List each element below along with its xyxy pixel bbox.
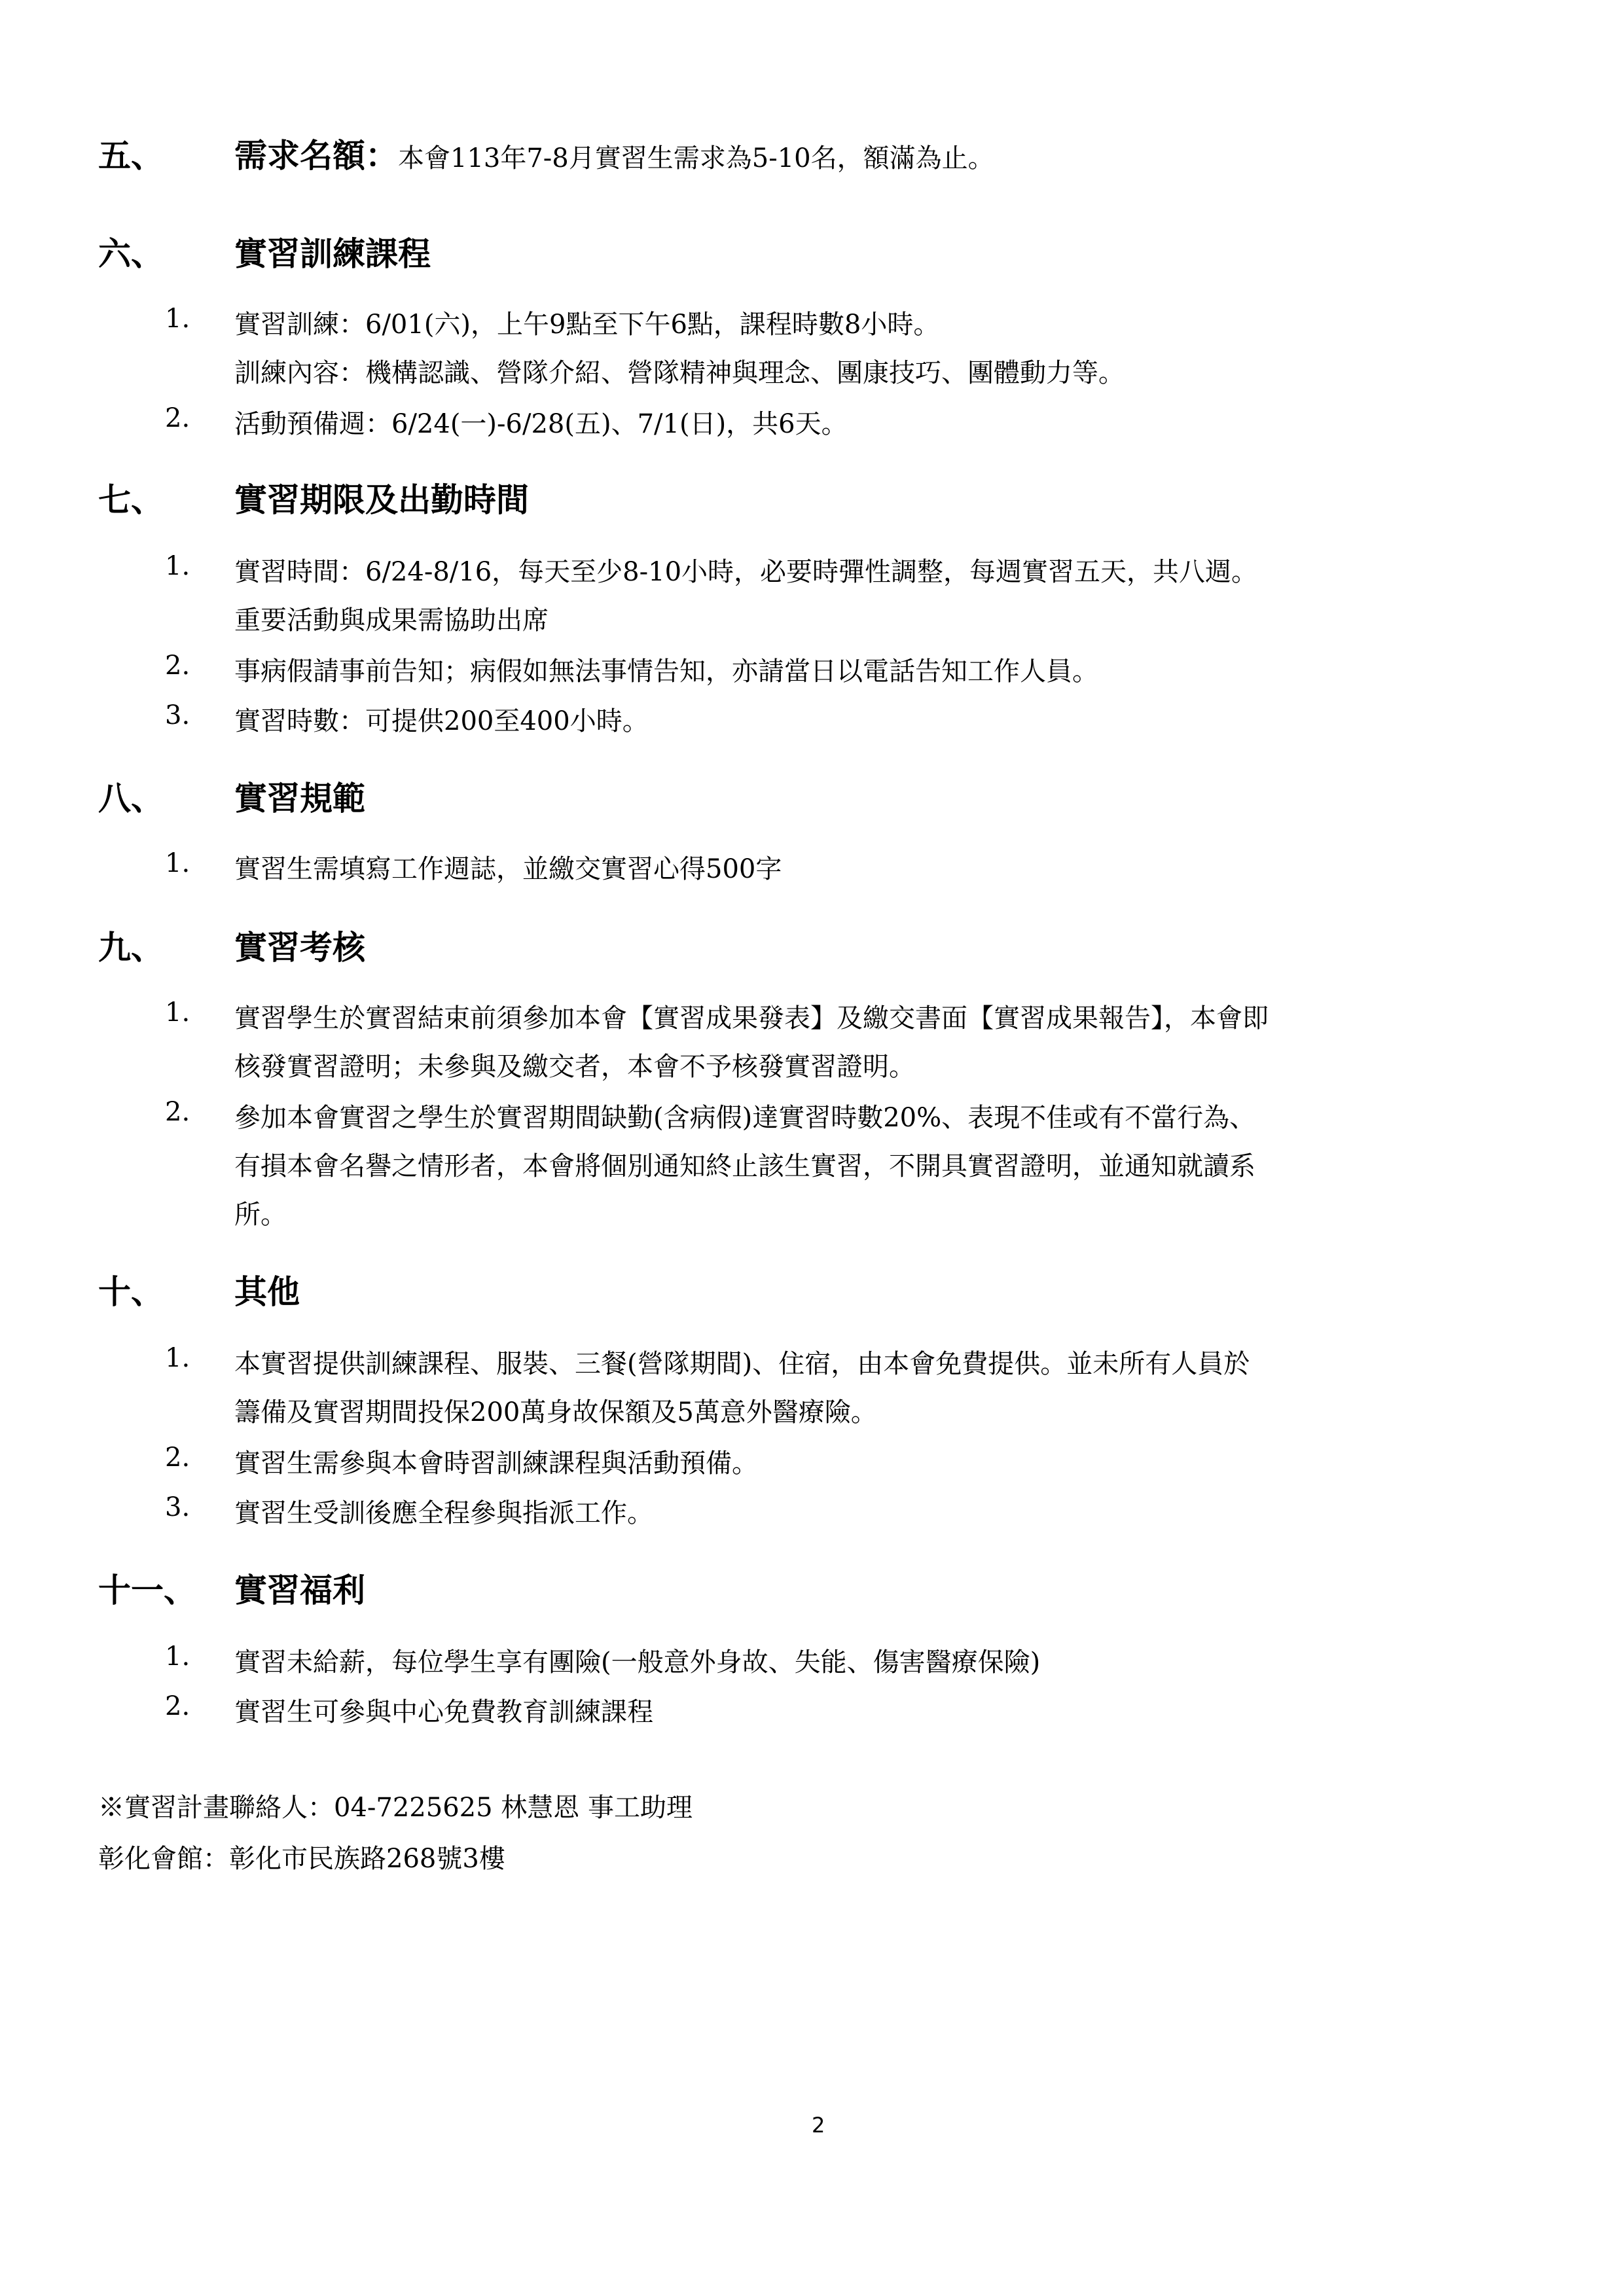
item-number: 2. xyxy=(165,1691,190,1721)
item-text: 參加本會實習之學生於實習期間缺勤(含病假)達實習時數20%、表現不佳或有不當行為、 xyxy=(234,1103,1256,1133)
item-number: 2. xyxy=(165,403,190,433)
item-text: 重要活動與成果需協助出席 xyxy=(234,605,549,636)
section-number: 九、 xyxy=(98,928,164,967)
item-text: 實習時間：6/24-8/16，每天至少8-10小時，必要時彈性調整，每週實習五天，共八週。 xyxy=(234,557,1258,587)
item-text: 籌備及實習期間投保200萬身故保額及5萬意外醫療險。 xyxy=(234,1397,877,1427)
item-text: 本實習提供訓練課程、服裝、三餐(營隊期間)、住宿，由本會免費提供。並未所有人員於 xyxy=(234,1349,1250,1379)
section-number: 六、 xyxy=(98,234,164,273)
item-number: 1. xyxy=(165,304,190,334)
item-number: 1. xyxy=(165,551,190,581)
item-text: 實習生可參與中心免費教育訓練課程 xyxy=(234,1697,653,1727)
item-number: 2. xyxy=(165,651,190,681)
address-line: 彰化會館：彰化市民族路268號3樓 xyxy=(98,1844,505,1874)
page-number: 2 xyxy=(812,2113,825,2138)
item-text: 實習生需填寫工作週誌，並繳交實習心得500字 xyxy=(234,854,782,884)
item-number: 1. xyxy=(165,848,190,878)
section-number: 五、 xyxy=(98,136,164,175)
item-number: 1. xyxy=(165,1641,190,1672)
item-number: 1. xyxy=(165,1343,190,1373)
contact-line: ※實習計畫聯絡人：04-7225625 林慧恩 事工助理 xyxy=(98,1793,693,1823)
section-number: 十、 xyxy=(98,1272,164,1311)
item-number: 3. xyxy=(165,1492,190,1522)
item-number: 2. xyxy=(165,1443,190,1473)
item-text: 所。 xyxy=(234,1200,287,1230)
section-number: 十一、 xyxy=(98,1571,196,1609)
item-text: 實習未給薪，每位學生享有團險(一般意外身故、失能、傷害醫療保險) xyxy=(234,1647,1041,1677)
section-inline-text: 本會113年7-8月實習生需求為5-10名，額滿為止。 xyxy=(398,143,994,173)
section-number: 七、 xyxy=(98,480,164,519)
item-text: 活動預備週：6/24(一)-6/28(五)、7/1(日)，共6天。 xyxy=(234,409,848,439)
section-title: 需求名額： xyxy=(234,136,398,175)
section-title: 實習福利 xyxy=(234,1571,365,1609)
item-text: 核發實習證明；未參與及繳交者，本會不予核發實習證明。 xyxy=(234,1052,915,1082)
section-title: 實習訓練課程 xyxy=(234,234,431,273)
item-text: 實習學生於實習結束前須參加本會【實習成果發表】及繳交書面【實習成果報告】，本會即 xyxy=(234,1003,1269,1033)
section-title: 實習規範 xyxy=(234,779,365,817)
section-heading xyxy=(234,130,994,177)
item-number: 2. xyxy=(165,1097,190,1127)
section-number: 八、 xyxy=(98,779,164,817)
item-number: 3. xyxy=(165,700,190,730)
item-text: 實習生需參與本會時習訓練課程與活動預備。 xyxy=(234,1448,758,1479)
section-title: 實習期限及出勤時間 xyxy=(234,480,529,519)
item-text: 有損本會名譽之情形者，本會將個別通知終止該生實習，不開具實習證明，並通知就讀系 xyxy=(234,1151,1255,1181)
item-text: 實習訓練：6/01(六)，上午9點至下午6點，課程時數8小時。 xyxy=(234,310,940,340)
item-text: 實習時數：可提供200至400小時。 xyxy=(234,706,649,736)
item-text: 訓練內容：機構認識、營隊介紹、營隊精神與理念、團康技巧、團體動力等。 xyxy=(234,358,1125,388)
section-title: 實習考核 xyxy=(234,928,365,967)
item-text: 事病假請事前告知；病假如無法事情告知，亦請當日以電話告知工作人員。 xyxy=(234,656,1098,687)
item-text: 實習生受訓後應全程參與指派工作。 xyxy=(234,1498,653,1528)
section-title: 其他 xyxy=(234,1272,300,1311)
item-number: 1. xyxy=(165,997,190,1028)
